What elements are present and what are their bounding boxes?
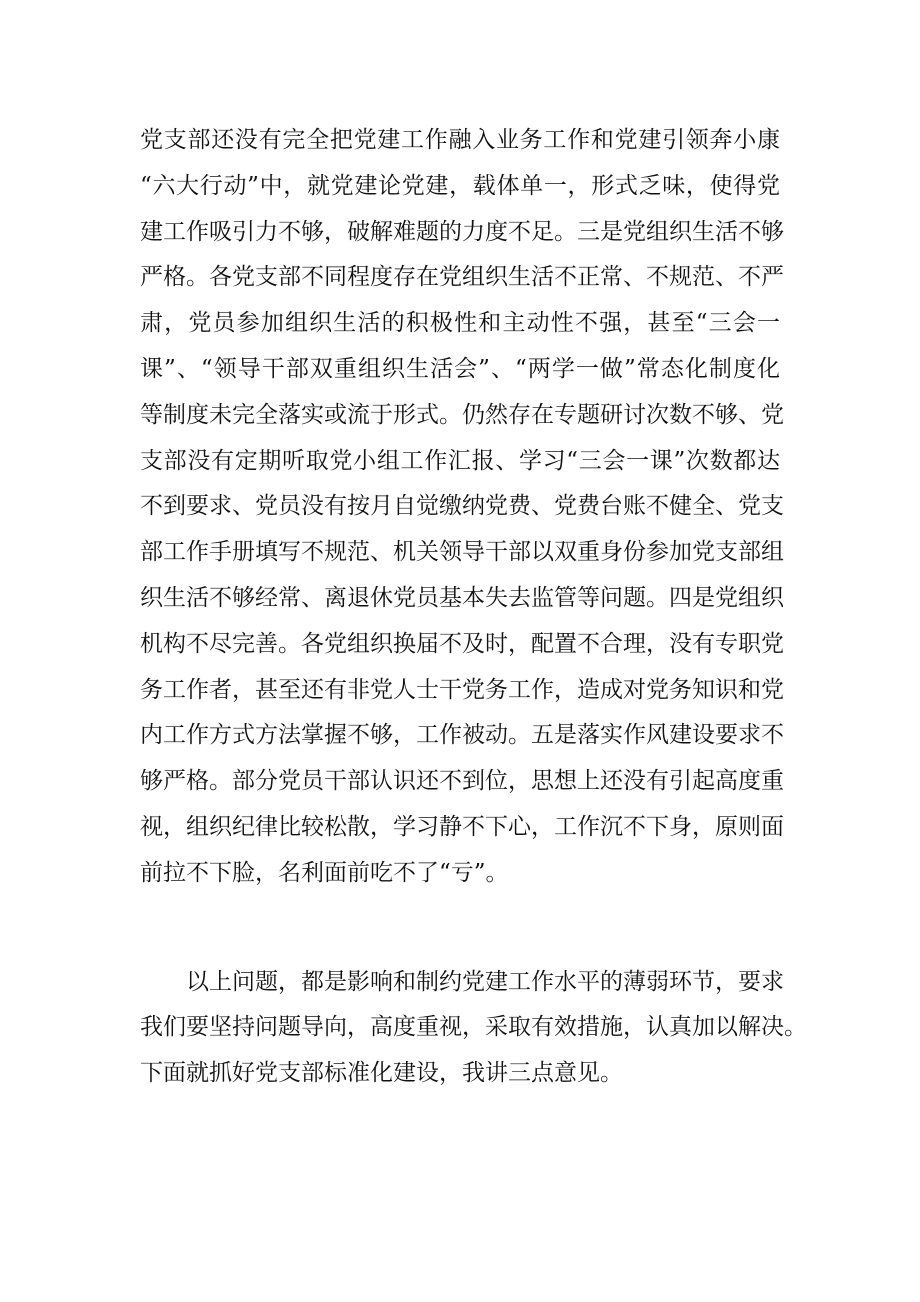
text-line: 下面就抓好党支部标准化建设，我讲三点意见。 [140,1060,623,1087]
text-line: 肃，党员参加组织生活的积极性和主动性不强，甚至“三会一 [140,310,780,337]
paragraph-spacer [140,897,780,960]
text-line: 党支部还没有完全把党建工作融入业务工作和党建引领奔小康 [140,127,780,153]
text-line: 部工作手册填写不规范、机关领导干部以双重身份参加党支部组 [140,539,784,566]
text-line: “六大行动”中，就党建论党建，载体单一，形式乏味，使得党 [140,172,780,199]
text-line: 视，组织纪律比较松散，学习静不下心，工作沉不下身，原则面 [140,813,784,840]
document-page [140,118,807,1097]
paragraph-party-issues [140,118,784,897]
text-line: 务工作者，甚至还有非党人士干党务工作，造成对党务知识和党 [140,676,784,703]
text-line: 建工作吸引力不够，破解难题的力度不足。三是党组织生活不够 [140,218,784,245]
text-line: 等制度未完全落实或流于形式。仍然存在专题研讨次数不够、党 [140,401,784,428]
text-line: 不到要求、党员没有按月自觉缴纳党费、党费台账不健全、党支 [140,493,784,520]
text-line: 以上问题，都是影响和制约党建工作水平的薄弱环节，要求 [186,968,784,995]
text-line: 严格。各党支部不同程度存在党组织生活不正常、不规范、不严 [140,264,784,291]
text-line: 支部没有定期听取党小组工作汇报、学习“三会一课”次数都达 [140,447,780,474]
text-line: 我们要坚持问题导向，高度重视，采取有效措施，认真加以解决。 [140,1014,807,1041]
text-line: 够严格。部分党员干部认识还不到位，思想上还没有引起高度重 [140,768,784,795]
text-line: 织生活不够经常、离退休党员基本失去监管等问题。四是党组织 [140,584,784,611]
text-line: 课”、“领导干部双重组织生活会”、“两学一做”常态化制度化 [140,355,780,382]
text-line: 前拉不下脸，名利面前吃不了“亏”。 [140,859,509,886]
paragraph-summary [140,960,807,1097]
text-line: 内工作方式方法掌握不够，工作被动。五是落实作风建设要求不 [140,722,784,749]
text-line: 机构不尽完善。各党组织换届不及时，配置不合理，没有专职党 [140,630,784,657]
